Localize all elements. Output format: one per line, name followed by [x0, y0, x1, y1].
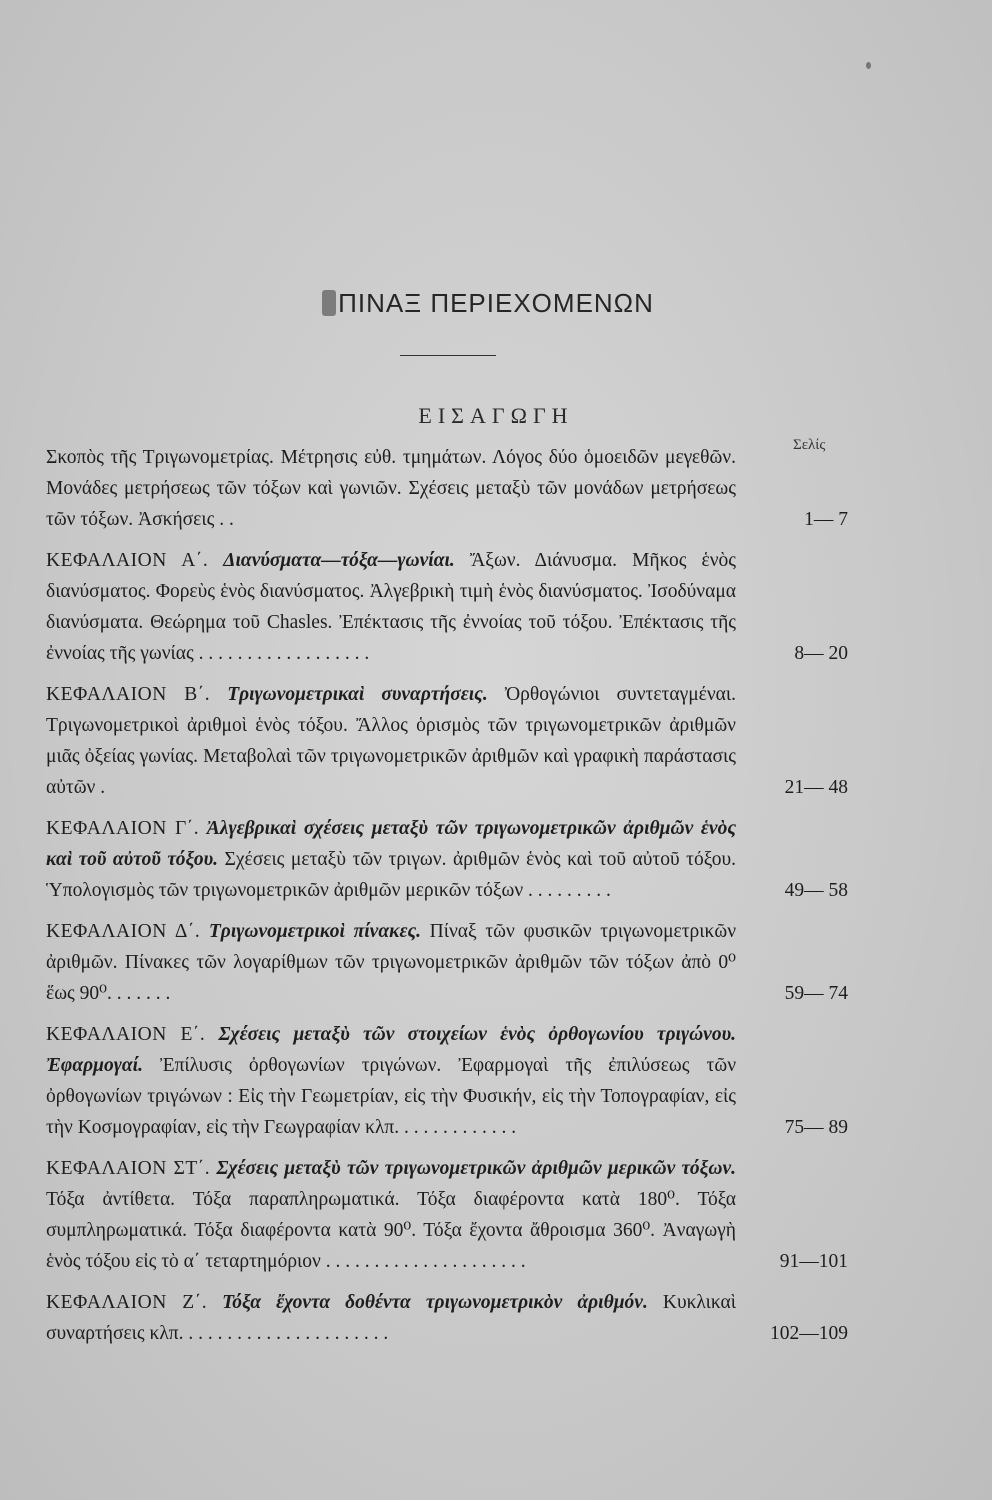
entry-text: Σχέσεις μεταξὺ τῶν τριγων. ἀριθμῶν ἑνὸς καὶ τοῦ αὐτοῦ τόξου. Ὑπολογισμὸς τῶν τριγωνομετρικῶν ἀριθμῶν μερικῶν τόξων . . . . . . . . . [46, 849, 737, 901]
page-title: ΠΙΝΑΞ ΠΕΡΙΕΧΟΜΕΝΩΝ [338, 288, 654, 318]
chapter-title: Ἀλγεβρικαὶ σχέσεις μεταξὺ τῶν τριγωνομετρικῶν ἀριθμῶν ἑνὸς καὶ τοῦ αὐτοῦ τόξου. [46, 818, 737, 870]
chapter-label: ΚΕΦΑΛΑΙΟΝ ΣΤ΄. [46, 1158, 211, 1179]
entry-pages: 8— 20 [794, 643, 848, 664]
entry-text: Σκοπὸς τῆς Τριγωνομετρίας. Μέτρησις εὐθ. τμημάτων. Λόγος δύο ὁμοειδῶν μεγεθῶν. Μονάδες μετρήσεως τῶν τόξων καὶ γωνιῶν. Σχέσεις μεταξὺ τῶν μονάδων μετρήσεως τῶν τόξων. Ἀσκήσεις . . [46, 447, 736, 530]
entry-pages: 1— 7 [804, 509, 848, 530]
chapter-label: ΚΕΦΑΛΑΙΟΝ Δ΄. [46, 921, 201, 942]
title-divider [400, 355, 496, 356]
entry-text: Ἄξων. Διάνυσμα. Μῆκος ἑνὸς διανύσματος. Φορεὺς ἑνὸς διανύσματος. Ἀλγεβρικὴ τιμὴ ἑνὸς διανύσματος. Ἰσοδύναμα διανύσματα. Θεώρημα τοῦ Chasles. Ἐπέκτασις τῆς ἐννοίας τοῦ τόξου. Ἐπέκτασις τῆς ἐννοίας τῆς γωνίας . . . . . . . . . . . . . . . . . . [46, 550, 737, 664]
chapter-label: ΚΕΦΑΛΑΙΟΝ Ζ΄. [46, 1292, 208, 1313]
entry-pages: 102—109 [770, 1323, 848, 1344]
toc-entry-chapter-4 [46, 916, 856, 1009]
toc-entry-chapter-3 [46, 813, 856, 906]
section-title-introduction: ΕΙΣΑΓΩΓΗ [418, 403, 574, 428]
toc-entry-introduction [46, 442, 856, 535]
chapter-label: ΚΕΦΑΛΑΙΟΝ Β΄. [46, 684, 211, 705]
chapter-title: Τριγωνομετρικοὶ πίνακες. [208, 921, 422, 942]
entry-text: Πίναξ τῶν φυσικῶν τριγωνομετρικῶν ἀριθμῶν. Πίνακες τῶν λογαρίθμων τῶν τριγωνομετρικῶν ἀριθμῶν τῶν τόξων ἀπὸ 0⁰ ἕως 90⁰. . . . . . . [46, 921, 737, 1004]
chapter-label: ΚΕΦΑΛΑΙΟΝ Α΄. [46, 550, 209, 571]
entry-text: Ἐπίλυσις ὀρθογωνίων τριγώνων. Ἐφαρμογαὶ τῆς ἐπιλύσεως τῶν ὀρθογωνίων τριγώνων : Εἰς τὴν Γεωμετρίαν, εἰς τὴν Φυσικήν, εἰς τὴν Τοπογραφίαν, εἰς τὴν Κοσμογραφίαν, εἰς τὴν Γεωγραφίαν κλπ. . . . . . . . . . . . . [46, 1055, 737, 1138]
toc-entries [46, 442, 856, 1359]
entry-text: Κυκλικαὶ συναρτήσεις κλπ. . . . . . . . . . . . . . . . . . . . . . [46, 1292, 737, 1344]
toc-entry-chapter-7 [46, 1287, 856, 1349]
entry-pages: 59— 74 [784, 983, 848, 1004]
entry-pages: 75— 89 [784, 1117, 848, 1138]
toc-entry-chapter-2 [46, 679, 856, 803]
page-speck [866, 62, 871, 69]
chapter-label: ΚΕΦΑΛΑΙΟΝ Ε΄. [46, 1024, 206, 1045]
chapter-title: Τόξα ἔχοντα δοθέντα τριγωνομετρικὸν ἀριθμόν. [222, 1292, 648, 1313]
entry-pages: 91—101 [779, 1251, 848, 1272]
chapter-title: Διανύσματα—τόξα—γωνίαι. [223, 550, 455, 571]
entry-text: Τόξα ἀντίθετα. Τόξα παραπληρωματικά. Τόξα διαφέροντα κατὰ 180⁰. Τόξα συμπληρωματικά. Τόξα διαφέροντα κατὰ 90⁰. Τόξα ἔχοντα ἄθροισμα 360⁰. Ἀναγωγὴ ἑνὸς τόξου εἰς τὸ α΄ τεταρτημόριον . . . . . . . . . . . . . . . . . . . . . [46, 1189, 736, 1272]
chapter-title: Σχέσεις μεταξὺ τῶν τριγωνομετρικῶν ἀριθμῶν μερικῶν τόξων. [216, 1158, 737, 1179]
chapter-title: Τριγωνομετρικαὶ συναρτήσεις. [227, 684, 488, 705]
toc-entry-chapter-6 [46, 1153, 856, 1277]
toc-entry-chapter-1 [46, 545, 856, 669]
pages-column-label: Σελίς [793, 437, 826, 453]
entry-pages: 49— 58 [784, 880, 848, 901]
toc-entry-chapter-5 [46, 1019, 856, 1143]
entry-text: Ὀρθογώνιοι συντεταγμέναι. Τριγωνομετρικοὶ ἀριθμοὶ ἑνὸς τόξου. Ἄλλος ὁρισμὸς τῶν τριγωνομετρικῶν ἀριθμῶν μιᾶς ὀξείας γωνίας. Μεταβολαὶ τῶν τριγωνομετρικῶν ἀριθμῶν καὶ γραφικὴ παράστασις αὐτῶν . [46, 684, 736, 798]
entry-pages: 21— 48 [784, 777, 848, 798]
chapter-label: ΚΕΦΑΛΑΙΟΝ Γ΄. [46, 818, 200, 839]
chapter-title: Σχέσεις μεταξὺ τῶν στοιχείων ἑνὸς ὀρθογωνίου τριγώνου. Ἐφαρμογαί. [46, 1024, 737, 1076]
